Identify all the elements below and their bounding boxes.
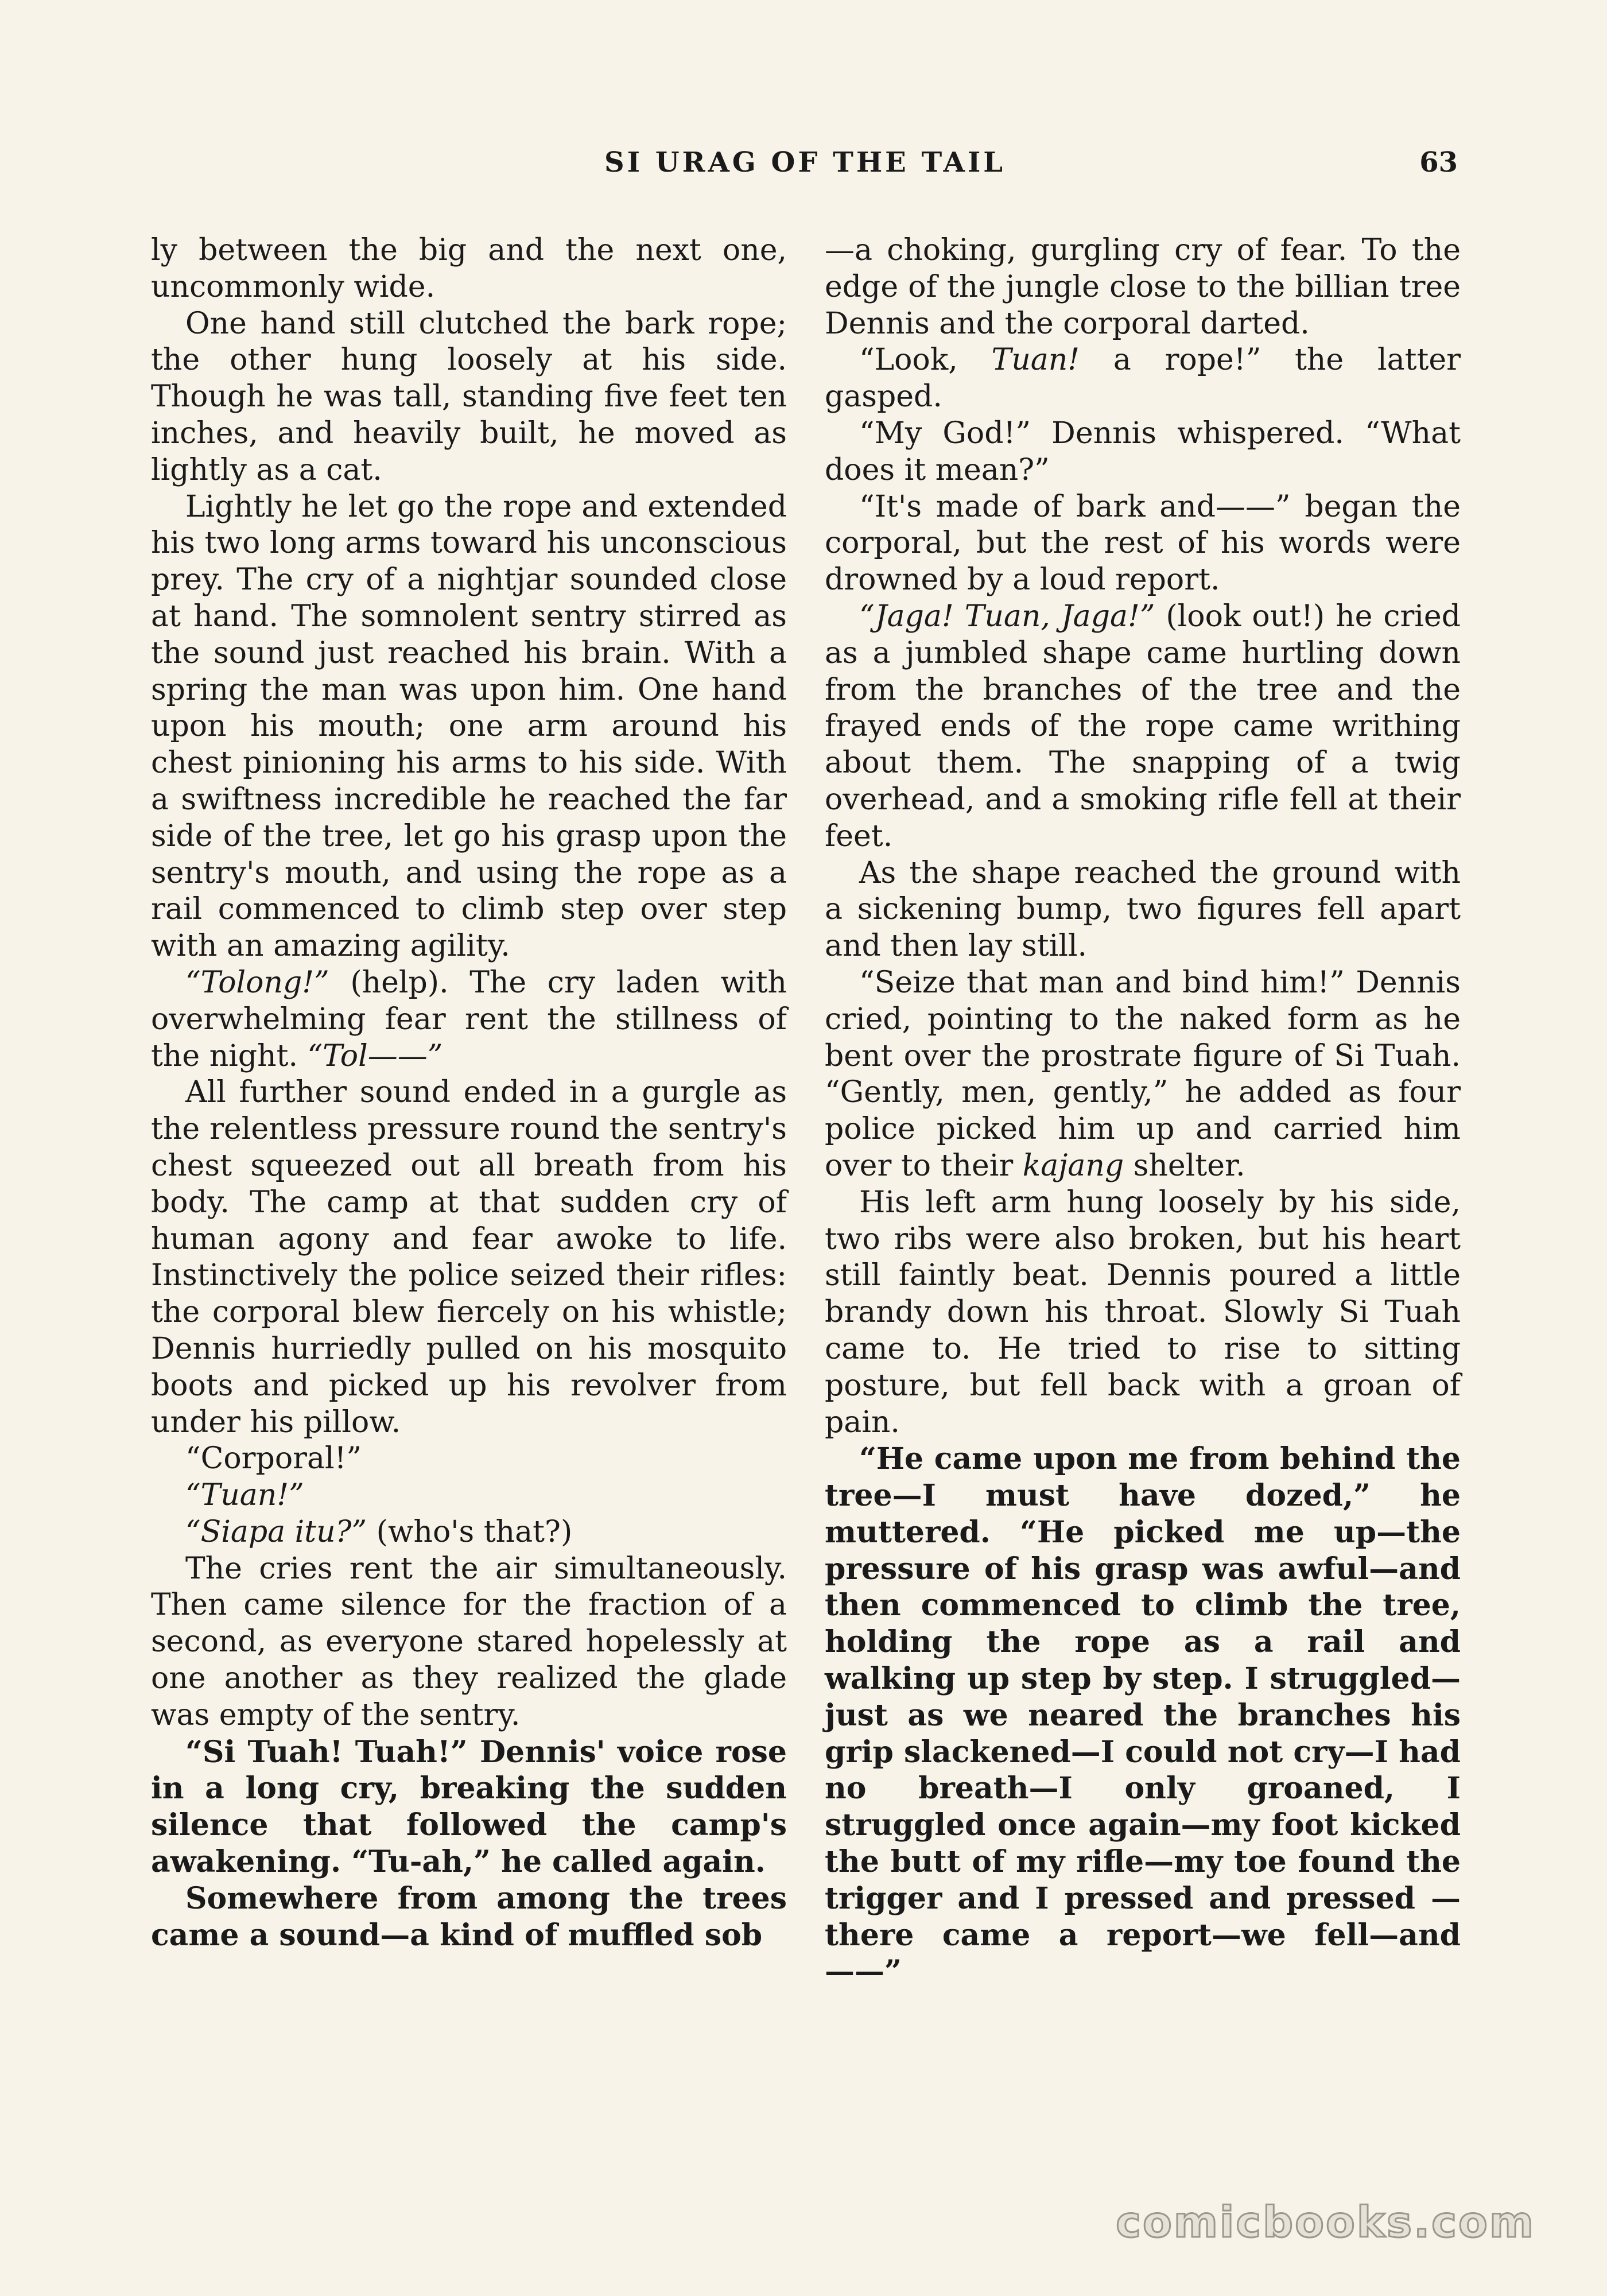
paragraph: “My God!” Dennis whispered. “What does it mean?” [825, 416, 1461, 487]
paragraph-text: “Seize that man and bind him!” Dennis cried, pointing to the naked form as he bent over the prostrate figure of Si Tuah. “Gently, men, gently,” he added as four police picked him up and carried him over to their [825, 965, 1461, 1183]
paragraph [825, 342, 1461, 416]
paragraph-text: “Look, [859, 343, 992, 378]
paragraph: Lightly he let go the rope and extended his two long arms toward his unconscious prey. The cry of a nightjar sounded close at hand. The somnolent sentry stirred as the sound just reached his brain. With a spring the man was upon him. One hand upon his mouth; one arm around his chest pinioning his arms to his side. With a swiftness incredible he reached the far side of the tree, let go his grasp upon the sentry's mouth, and using the rope as a rail commenced to climb step over step with an amazing agility. [151, 489, 787, 964]
paragraph-text: (look out!) he cried as a jumbled shape came hurtling down from the branches of the tree and the frayed ends of the rope came writhing about them. The snapping of a twig overhead, and a smoking rifle fell at their feet. [825, 599, 1461, 854]
right-column [825, 232, 1461, 1990]
paragraph: ly between the big and the next one, uncommonly wide. [151, 233, 787, 304]
italic-phrase: kajang [1022, 1148, 1124, 1183]
paragraph: “Corporal!” [185, 1441, 362, 1476]
watermark-logo: comicbooks.com [1116, 2198, 1535, 2247]
italic-phrase: “Jaga! Tuan, Jaga!” [859, 599, 1155, 634]
paragraph-text: (who's that?) [367, 1514, 573, 1549]
paragraph: “It's made of bark and——” began the corporal, but the rest of his words were drowned by a loud report. [825, 489, 1461, 598]
paragraph: All further sound ended in a gurgle as the relentless pressure round the sentry's chest squeezed out all breath from his body. The camp at that sudden cry of human agony and fear awoke to life. Instinctively the police seized their rifles: the corporal blew fiercely on his whistle; Dennis hurriedly pulled on his mosquito boots and picked up his revolver from under his pillow. [151, 1075, 787, 1440]
page-number: 63 [1419, 146, 1458, 179]
italic-phrase: “Tol——” [307, 1038, 443, 1073]
paragraph: The cries rent the air simultaneously. Then came silence for the fraction of a second, as everyone stared hopelessly at one another as they realized the glade was empty of the sentry. [151, 1551, 787, 1732]
paragraph: “Si Tuah! Tuah!” Dennis' voice rose in a long cry, breaking the sudden silence that followed the camp's awakening. “Tu-ah,” he called again. [151, 1734, 787, 1880]
paragraph-text: (help). The cry laden with overwhelming fear rent the stillness of the night. [151, 965, 787, 1073]
paragraph: Somewhere from among the trees came a sound—a kind of muffled sob [151, 1880, 787, 1953]
paragraph: “He came upon me from behind the tree—I must have dozed,” he muttered. “He picked me up—the pressure of his grasp was awful—and then commenced to climb the tree, holding the rope as a rail and walking up step by step. I struggled—just as we neared the branches his grip slackened—I could not cry—I had no breath—I only groaned, I struggled once again—my foot kicked the butt of my rifle—my toe found the trigger and I pressed and pressed —there came a report—we fell—and——” [825, 1441, 1461, 1989]
paragraph: One hand still clutched the bark rope; the other hung loosely at his side. Though he was tall, standing five feet ten inches, and heavily built, he moved as lightly as a cat. [151, 306, 787, 487]
paragraph: His left arm hung loosely by his side, two ribs were also broken, but his heart still faintly beat. Dennis poured a little brandy down his throat. Slowly Si Tuah came to. He tried to rise to sitting posture, but fell back with a groan of pain. [825, 1185, 1461, 1440]
paragraph: —a choking, gurgling cry of fear. To the edge of the jungle close to the billian tree Dennis and the corporal darted. [825, 233, 1461, 341]
italic-phrase: “Siapa itu?” [185, 1514, 367, 1549]
paragraph-text: a rope!” the latter gasped. [825, 343, 1461, 414]
paragraph-text: shelter. [1124, 1148, 1245, 1183]
paragraph [151, 1477, 787, 1514]
italic-phrase: “Tuan!” [185, 1478, 304, 1513]
paragraph: As the shape reached the ground with a sickening bump, two figures fell apart and then lay still. [825, 855, 1461, 964]
paragraph [151, 1514, 787, 1551]
paragraph [825, 965, 1461, 1185]
page-header [152, 146, 1458, 198]
left-column [151, 232, 787, 1953]
paragraph [825, 599, 1461, 855]
running-title: SI URAG OF THE TAIL [604, 146, 1006, 179]
italic-phrase: “Tolong!” [185, 965, 329, 1000]
italic-phrase: Tuan! [991, 343, 1080, 378]
paragraph [151, 965, 787, 1075]
